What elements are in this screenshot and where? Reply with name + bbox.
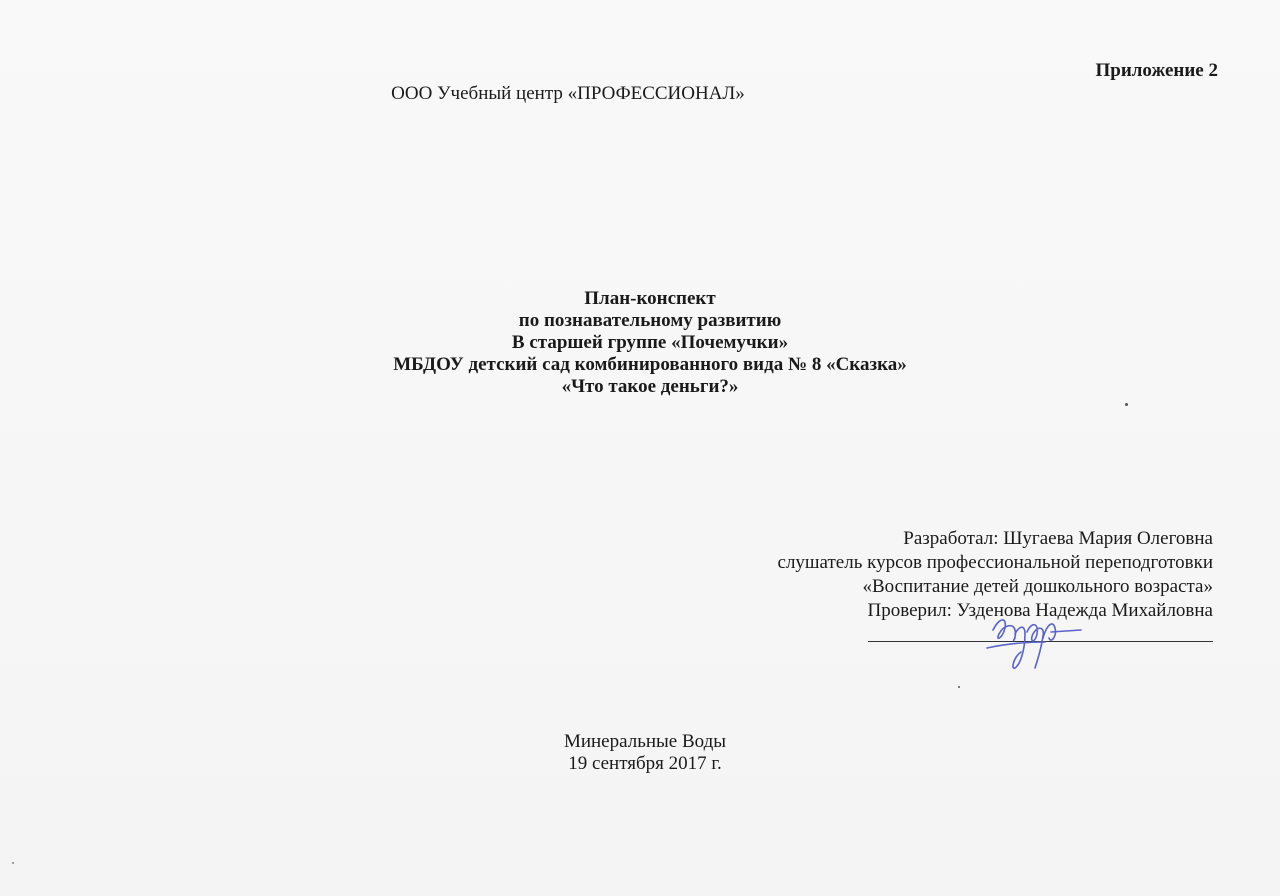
developer-line-1: Разработал: Шугаева Мария Олеговна xyxy=(903,528,1213,549)
title-line-3: В старшей группе «Почемучки» xyxy=(511,332,789,353)
developer-line-4: Проверил: Узденова Надежда Михайловна xyxy=(867,600,1213,621)
paper-speck xyxy=(12,862,14,864)
footer-block xyxy=(0,731,1280,775)
title-block xyxy=(0,288,1280,398)
city-name: Минеральные Воды xyxy=(563,731,727,752)
developer-line-2: слушатель курсов профессиональной переподготовки xyxy=(777,552,1213,573)
title-line-2: по познавательному развитию xyxy=(518,310,782,331)
appendix-label: Приложение 2 xyxy=(1095,60,1218,81)
signature-icon xyxy=(985,608,1085,674)
document-date: 19 сентября 2017 г. xyxy=(568,753,722,774)
paper-speck xyxy=(1125,403,1128,406)
title-line-5: «Что такое деньги?» xyxy=(561,376,739,397)
paper-speck xyxy=(958,686,960,688)
title-line-4: МБДОУ детский сад комбинированного вида № 8 «Сказка» xyxy=(393,354,907,375)
title-line-1: План-конспект xyxy=(584,288,716,309)
organization-name: ООО Учебный центр «ПРОФЕССИОНАЛ» xyxy=(391,83,745,104)
developer-line-3: «Воспитание детей дошкольного возраста» xyxy=(862,576,1213,597)
